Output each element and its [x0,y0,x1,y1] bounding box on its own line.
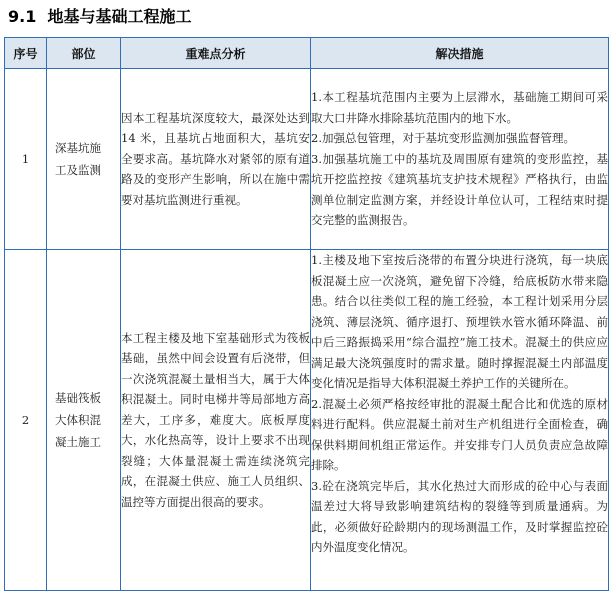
section-title [8,4,192,27]
row-number: 2 [5,250,47,591]
measure-item: 3.砼在浇筑完毕后，其水化热过大而形成的砼中心与表面温差过大将导致影响建筑结构的裂缝等到质量通病。为此，必须做好砼龄期内的现场测温工作，及时掌握监控砼内外温度变化情况。 [311,478,608,554]
measure-item: 2.加强总包管理，对于基坑变形监测加强监督管理。 [311,131,575,146]
section-number: 9.1 [8,7,37,26]
row-part: 基础筏板大体积混凝土施工 [55,391,101,449]
measure-item: 3.加强基坑施工中的基坑及周围原有建筑的变形监控，基坑开挖监控按《建筑基坑支护技术规程》严格执行，由监测单位制定监测方案，并经设计单位认可，工程结束时提交完整的监测报告。 [311,151,608,228]
measure-item: 1.主楼及地下室按后浇带的布置分块进行浇筑，每一块底板混凝土应一次浇筑，避免留下冷缝，给底板防水带来隐患。结合以往类似工程的施工经验，本工程计划采用分层浇筑、薄层浇筑、循序退打、预埋铁水管水循环降温、前中后三路振捣采用“综合温控”施工技术。混凝土的供应应满足最大浇筑强度时的需求量。随时撑握混凝土内部温度变化情况是指导大体积混凝土养护工作的关键所在。 [311,253,608,390]
row-part: 深基坑施工及监测 [55,141,101,177]
measure-item: 1.本工程基坑范围内主要为上层滞水，基础施工期间可采取大口井降水排除基坑范围内的地下水。 [311,90,608,125]
row-measures [311,69,609,250]
section-title-text: 地基与基础工程施工 [47,7,192,26]
header-no: 序号 [5,38,47,69]
key-difficulties-table [4,37,609,591]
table-row [5,250,609,591]
row-analysis: 因本工程基坑深度较大，最深处达到 14 米，且基坑占地面积大，基坑安全要求高。基坑降水对紧邻的原有道路及的变形产生影响，所以在施中需要对基坑监测进行重视。 [121,69,311,250]
table-row [5,69,609,250]
table-header-row [5,38,609,69]
row-analysis: 本工程主楼及地下室基础形式为筏板基础，虽然中间会设置有后浇带，但一次浇筑混凝土量相当大，属于大体积混凝土。同时电梯井等局部地方高差大，工序多，难度大。底板厚度大，水化热高等，设计上要求不出现裂缝；大体量混凝土需连续浇筑完成，在混凝土供应、施工人员组织、温控等方面提出很高的要求。 [121,250,311,591]
row-measures [311,250,609,591]
header-part: 部位 [47,38,121,69]
row-number: 1 [5,69,47,250]
header-measures: 解决措施 [311,38,609,69]
measure-item: 2.混凝土必须严格按经审批的混凝土配合比和优选的原材料进行配料。供应混凝土前对生产机组进行全面检查，确保供料期间机组正常运作。并安排专门人员负责应急故障排除。 [311,396,608,472]
header-analysis: 重难点分析 [121,38,311,69]
